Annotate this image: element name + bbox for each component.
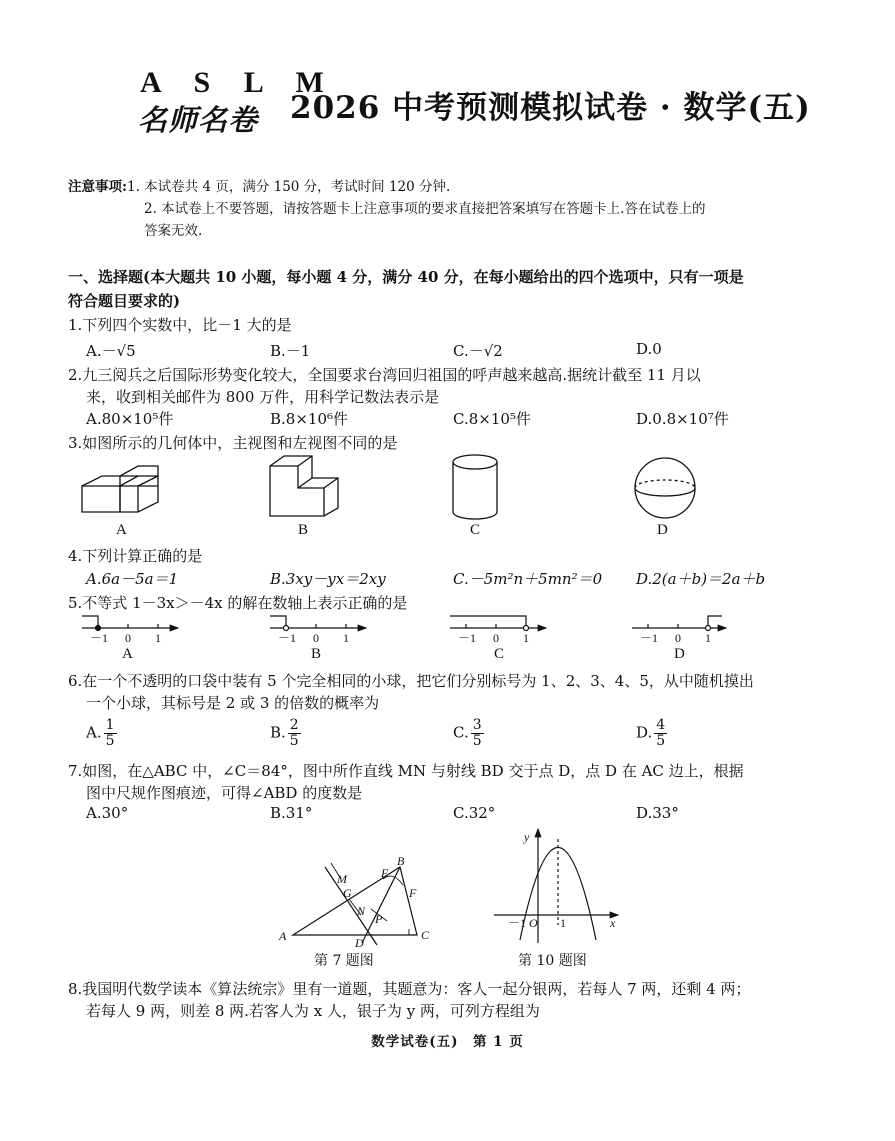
q3-label-b: B (298, 522, 309, 538)
q2-option-b: B.8×10⁶件 (270, 410, 349, 428)
number-line-b (270, 616, 366, 631)
q6-option-c: C. $\frac{3}{5}$ (453, 717, 482, 749)
q3-label-a: A (116, 522, 127, 538)
page-title: 2026 中考预测模拟试卷 · 数学(五) (290, 90, 811, 126)
fig10-label-neg1: －1 (508, 916, 527, 930)
line-mn (325, 867, 377, 945)
q5-number-lines (70, 608, 750, 648)
q7-option-c: C.32° (453, 804, 496, 822)
q2-option-d: D.0.8×10⁷件 (636, 410, 729, 428)
figure-7-triangle (275, 855, 435, 950)
nl-b-tick-neg1: －1 (278, 631, 297, 645)
q5-label-b: B (311, 646, 322, 662)
q6-option-b: B. $\frac{2}{5}$ (270, 717, 299, 749)
q2-stem-line1: 2.九三阅兵之后国际形势变化较大，全国要求台湾回归祖国的呼声越来越高.据统计截至 11 月以 (68, 366, 701, 384)
fig7-label-a: A (279, 929, 287, 943)
figure-10-parabola (490, 825, 630, 945)
fig7-label-d: D (355, 936, 364, 950)
solid-b-l-prism (270, 456, 338, 516)
triangle-abc (293, 867, 417, 935)
figure-10-caption: 第 10 题图 (518, 953, 587, 969)
figure-7-caption: 第 7 题图 (314, 953, 374, 969)
nl-a-tick-neg1: －1 (90, 631, 109, 645)
q3-stem: 3.如图所示的几何体中，主视图和左视图不同的是 (68, 434, 398, 452)
q2-option-c: C.8×10⁵件 (453, 410, 531, 428)
q3-label-c: C (470, 522, 481, 538)
brand-logo-subtitle: 名师名卷 (138, 103, 259, 137)
q6-stem-line1: 6.在一个不透明的口袋中装有 5 个完全相同的小球，把它们分别标号为 1、2、3、4、5，从中随机摸出 (68, 672, 754, 690)
fig10-label-y: y (524, 830, 530, 844)
section-heading-line1: 一、选择题(本大题共 10 小题，每小题 4 分，满分 40 分，在每小题给出的四个选项中，只有一项是 (68, 268, 744, 286)
q8-stem-line2: 若每人 9 两，则差 8 两.若客人为 x 人，银子为 y 两，可列方程组为 (86, 1002, 540, 1020)
nl-c-tick-1: 1 (523, 631, 529, 645)
q2-stem-line2: 来，收到相关邮件为 800 万件，用科学记数法表示是 (86, 388, 440, 406)
q1-stem: 1.下列四个实数中，比－1 大的是 (68, 316, 292, 334)
nl-a-tick-0: 0 (125, 631, 131, 645)
q4-option-c: C.－5m²n＋5mn²＝0 (453, 570, 603, 588)
q1-option-c: C.－√2 (453, 342, 503, 360)
q6-option-d: D. $\frac{4}{5}$ (636, 717, 666, 749)
nl-d-tick-neg1: －1 (640, 631, 659, 645)
fig7-label-b: B (397, 855, 405, 868)
q5-label-d: D (674, 646, 685, 662)
fig7-label-c: C (421, 928, 430, 942)
q3-solids-figure (60, 450, 780, 545)
notice-label: 注意事项: (68, 179, 127, 195)
section-heading-line2: 符合题目要求的) (68, 292, 181, 310)
nl-c-tick-0: 0 (493, 631, 499, 645)
q5-label-a: A (122, 646, 133, 662)
fig7-label-f: F (409, 886, 417, 900)
fig7-label-n: N (357, 904, 366, 918)
q5-label-c: C (494, 646, 505, 662)
q3-label-d: D (657, 522, 668, 538)
fig10-label-x: x (610, 916, 616, 930)
fig7-label-e: E (381, 866, 389, 880)
q7-stem-line2: 图中尺规作图痕迹，可得∠ABD 的度数是 (86, 784, 363, 802)
q7-stem-line1: 7.如图，在△ABC 中，∠C＝84°，图中所作直线 MN 与射线 BD 交于点 D，点 D 在 AC 边上，根据 (68, 762, 744, 780)
solid-d-sphere (635, 458, 695, 518)
q7-option-b: B.31° (270, 804, 313, 822)
fig7-label-p: P (375, 912, 383, 926)
q6-stem-line2: 一个小球，其标号是 2 或 3 的倍数的概率为 (86, 694, 380, 712)
nl-b-tick-0: 0 (313, 631, 319, 645)
q4-option-b: B.3xy－yx＝2xy (270, 570, 386, 588)
number-line-d (632, 616, 726, 631)
q4-option-a: A.6a－5a＝1 (86, 570, 179, 588)
q2-option-a: A.80×10⁵件 (86, 410, 174, 428)
q5-stem: 5.不等式 1－3x＞－4x 的解在数轴上表示正确的是 (68, 594, 408, 612)
nl-a-tick-1: 1 (155, 631, 161, 645)
q6-option-a: A. $\frac{1}{5}$ (86, 717, 115, 749)
q1-option-d: D.0 (636, 340, 662, 358)
fig7-label-m: M (337, 872, 347, 886)
q4-stem: 4.下列计算正确的是 (68, 547, 203, 565)
q1-option-b: B.－1 (270, 342, 311, 360)
notice-item-2a: 2. 本试卷上不要答题，请按答题卡上注意事项的要求直接把答案填写在答题卡上.答在试卷上的 (144, 201, 706, 217)
nl-c-tick-neg1: －1 (458, 631, 477, 645)
q4-option-d: D.2(a＋b)＝2a＋b (636, 570, 766, 588)
fig7-label-g: G (343, 886, 352, 900)
number-line-a (82, 616, 178, 631)
q1-option-a: A.－√5 (86, 342, 136, 360)
notice-item-2b: 答案无效. (144, 223, 203, 239)
q7-option-d: D.33° (636, 804, 679, 822)
page-footer: 数学试卷(五) 第 1 页 (371, 1034, 524, 1050)
brand-logo-letters: A S L M (140, 66, 337, 99)
notice-item-1: 1. 本试卷共 4 页，满分 150 分，考试时间 120 分钟. (126, 179, 451, 195)
nl-b-tick-1: 1 (343, 631, 349, 645)
q7-option-a: A.30° (86, 804, 129, 822)
fig10-label-1: 1 (560, 916, 566, 930)
nl-d-tick-1: 1 (705, 631, 711, 645)
fig10-label-o: O (529, 916, 538, 930)
notice-block (68, 176, 450, 198)
nl-d-tick-0: 0 (675, 631, 681, 645)
q8-stem-line1: 8.我国明代数学读本《算法统宗》里有一道题，其题意为：客人一起分银两，若每人 7 两，还剩 4 两； (68, 980, 751, 998)
number-line-c (450, 616, 546, 631)
solid-c-cylinder (453, 455, 497, 519)
